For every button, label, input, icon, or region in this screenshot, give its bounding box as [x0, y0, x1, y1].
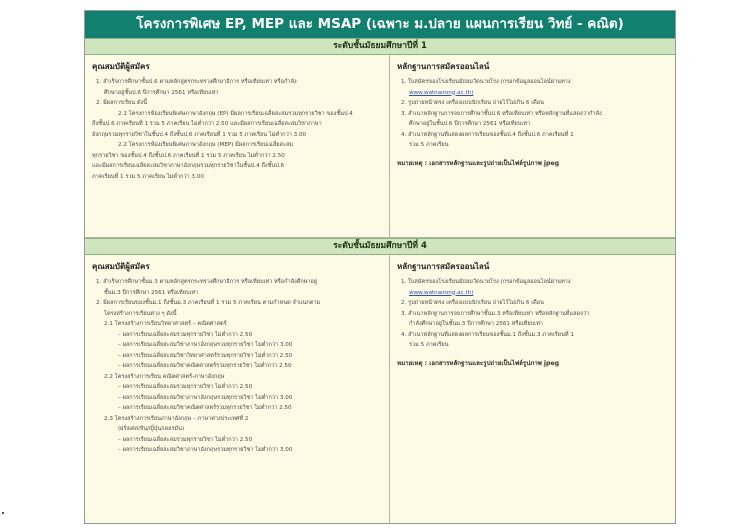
qualification-line: – ผลการเรียนเฉลี่ยสะสมวิชาคณิตศาสตร์รวมทุกรายวิชา ไม่ต่ำกว่า 2.50 — [118, 405, 292, 411]
qualification-line: ภาคเรียนที่ 1 รวม 5 ภาคเรียน ไม่ต่ำกว่า 3.00 — [92, 173, 204, 180]
level-header-m1: ระดับชั้นมัธยมศึกษาปีที่ 1 — [85, 38, 675, 55]
qualifications-heading: คุณสมบัติผู้สมัคร — [92, 262, 150, 271]
qualification-line: – ผลการเรียนเฉลี่ยสะสมวิชาภาษาอังกฤษรวมทุกรายวิชา ไม่ต่ำกว่า 3.00 — [118, 342, 293, 348]
announcement-panel — [84, 10, 676, 524]
qualification-line: – ผลการเรียนเฉลี่ยสะสมวิชาวิทยาศาสตร์รวมทุกรายวิชา ไม่ต่ำกว่า 2.50 — [118, 352, 293, 359]
evidence-column — [390, 55, 675, 237]
qualification-line: – ผลการเรียนเฉลี่ยสะสมรวมทุกรายวิชา ไม่ต่ำกว่า 2.50 — [118, 436, 253, 443]
evidence-line: ศึกษาอยู่ในชั้นป.6 ปีการศึกษา 2561 หรือเทียบเท่า — [409, 121, 531, 127]
qualifications-column — [85, 255, 390, 524]
website-link[interactable]: www.watnairong.ac.th) — [409, 289, 474, 296]
qualification-line: ชั้นม.3 ปีการศึกษา 2561 หรือเทียบเท่า — [104, 289, 199, 296]
page-title: โครงการพิเศษ EP, MEP และ MSAP (เฉพาะ ม.ปลาย แผนการเรียน วิทย์ - คณิต) — [85, 11, 675, 38]
evidence-heading: หลักฐานการสมัครออนไลน์ — [397, 262, 490, 271]
evidence-line: 2. รูปถ่ายหน้าตรง เครื่องแบบนักเรียน ถ่ายไว้ไม่เกิน 6 เดือน — [401, 300, 544, 306]
evidence-line: 4. สำเนาหลักฐานที่แสดงผลการเรียนของชั้นป.4 ถึงชั้นป.6 ภาคเรียนที่ 1 — [401, 131, 574, 138]
section-m1 — [85, 55, 675, 238]
evidence-note: หมายเหตุ : เอกสารหลักฐานและรูปถ่ายเป็นไฟล์รูปภาพ jpeg — [397, 159, 560, 167]
evidence-line: กำลังศึกษาอยู่ในชั้นม.3 ปีการศึกษา 2561 หรือเทียบเท่า — [409, 321, 543, 327]
qualification-line: 1. สำเร็จการศึกษาชั้นม.3 ตามหลักสูตรกระทรวงศึกษาธิการ หรือเทียบเท่า หรือกำลังศึกษาอยู่ — [96, 279, 318, 285]
evidence-line: 4. สำเนาหลักฐานที่แสดงผลการเรียนของชั้นม.1 ถึงชั้นม.3 ภาคเรียนที่ 1 — [401, 331, 574, 338]
qualification-line: – ผลการเรียนเฉลี่ยสะสมวิชาคณิตศาสตร์รวมทุกรายวิชา ไม่ต่ำกว่า 2.50 — [118, 363, 292, 369]
evidence-line: รวม 5 ภาคเรียน — [409, 342, 449, 348]
qualification-line: (ฝรั่งเศส/จีน/ญี่ปุ่น/เยอรมัน) — [118, 426, 185, 432]
evidence-line: 1. ใบสมัครของโรงเรียนมัธยมวัดนายโรง (กรอกข้อมูลออนไลน์ผ่านทาง — [401, 279, 571, 285]
evidence-note: หมายเหตุ : เอกสารหลักฐานและรูปถ่ายเป็นไฟล์รูปภาพ jpeg — [397, 359, 560, 367]
qualification-line: 2. มีผลการเรียน ดังนี้ — [96, 100, 148, 106]
qualifications-column — [85, 55, 390, 237]
evidence-line: 3. สำเนาหลักฐานการจบการศึกษาชั้นป.6 หรือเทียบเท่า หรือหลักฐานที่แสดงว่ากำลัง — [401, 110, 602, 117]
decorative-dot — [2, 512, 4, 514]
qualification-line: 2.2 โครงการห้องเรียนพิเศษภาษาอังกฤษ (MEP) มีผลการเรียนเฉลี่ยสะสม — [118, 142, 294, 148]
qualification-line: โครงสร้างการเรียนต่าง ๆ ดังนี้ — [104, 310, 177, 317]
qualification-line: – ผลการเรียนเฉลี่ยสะสมรวมทุกรายวิชา ไม่ต่ำกว่า 2.50 — [118, 384, 253, 390]
qualification-line: – ผลการเรียนเฉลี่ยสะสมวิชาภาษาอังกฤษรวมทุกรายวิชา ไม่ต่ำกว่า 3.00 — [118, 394, 293, 401]
evidence-column — [390, 255, 675, 524]
qualification-line: 2.1 โครงสร้างการเรียนวิทยาศาสตร์ – คณิตศาสตร์ — [104, 321, 227, 327]
qualification-line: ถึงชั้นป.6 ภาคเรียนที่ 1 รวม 5 ภาคเรียน ไม่ต่ำกว่า 2.50 และมีผลการเรียนเฉลี่ยสะสมวิชาภาษา — [92, 121, 322, 127]
evidence-line: 2. รูปถ่ายหน้าตรง เครื่องแบบนักเรียน ถ่ายไว้ไม่เกิน 6 เดือน — [401, 100, 544, 106]
qualification-line: – ผลการเรียนเฉลี่ยสะสมรวมทุกรายวิชา ไม่ต่ำกว่า 2.50 — [118, 331, 253, 338]
qualification-line: 2. มีผลการเรียนของชั้นม.1 ถึงชั้นม.3 ภาคเรียนที่ 1 รวม 5 ภาคเรียน ตามกำหนด จำแนกตาม — [96, 300, 321, 306]
evidence-heading: หลักฐานการสมัครออนไลน์ — [397, 62, 490, 71]
qualification-line: 1. สำเร็จการศึกษาชั้นป.6 ตามหลักสูตรกระทรวงศึกษาธิการ หรือเทียบเท่า หรือกำลัง — [96, 79, 297, 85]
level-header-m4: ระดับชั้นมัธยมศึกษาปีที่ 4 — [85, 238, 675, 255]
qualifications-heading: คุณสมบัติผู้สมัคร — [92, 62, 150, 71]
evidence-line: 3. สำเนาหลักฐานการจบการศึกษาชั้นม.3 หรือเทียบเท่า หรือหลักฐานที่แสดงว่า — [401, 310, 590, 317]
evidence-line: รวม 5 ภาคเรียน — [409, 142, 449, 148]
qualification-line: 2.3 โครงสร้างการเรียนภาษาอังกฤษ – ภาษาต่างประเทศที่ 2 — [104, 415, 249, 422]
website-link[interactable]: www.watnairong.ac.th) — [409, 89, 474, 96]
qualification-line: อังกฤษรวมทุกรายวิชาในชั้นป.4 ถึงชั้นป.6 ภาคเรียนที่ 1 รวม 5 ภาคเรียน ไม่ต่ำกว่า 3.00 — [92, 131, 307, 138]
qualification-line: 2.1 โครงการห้องเรียนพิเศษภาษาอังกฤษ (EP) มีผลการเรียนเฉลี่ยสะสมรวมทุกรายวิชา ของชั้นป.4 — [118, 110, 353, 117]
qualification-line: และมีผลการเรียนเฉลี่ยสะสมวิชาภาษาอังกฤษรวมทุกรายวิชาในชั้นป.4 ถึงชั้นป.6 — [92, 163, 285, 169]
qualification-line: – ผลการเรียนเฉลี่ยสะสมวิชาภาษาอังกฤษรวมทุกรายวิชา ไม่ต่ำกว่า 3.00 — [118, 447, 293, 453]
qualification-line: 2.2 โครงสร้างการเรียน คณิตศาสตร์-ภาษาอังกฤษ — [104, 373, 225, 380]
qualification-line: ทุกรายวิชา ของชั้นป.4 ถึงชั้นป.6 ภาคเรียนที่ 1 รวม 5 ภาคเรียน ไม่ต่ำกว่า 2.50 — [92, 152, 285, 159]
section-m4 — [85, 255, 675, 524]
evidence-line: 1. ใบสมัครของโรงเรียนมัธยมวัดนายโรง (กรอกข้อมูลออนไลน์ผ่านทาง — [401, 79, 571, 85]
qualification-line: ศึกษาอยู่ชั้นป.6 ปีการศึกษา 2561 หรือเทียบเท่า — [104, 89, 219, 96]
